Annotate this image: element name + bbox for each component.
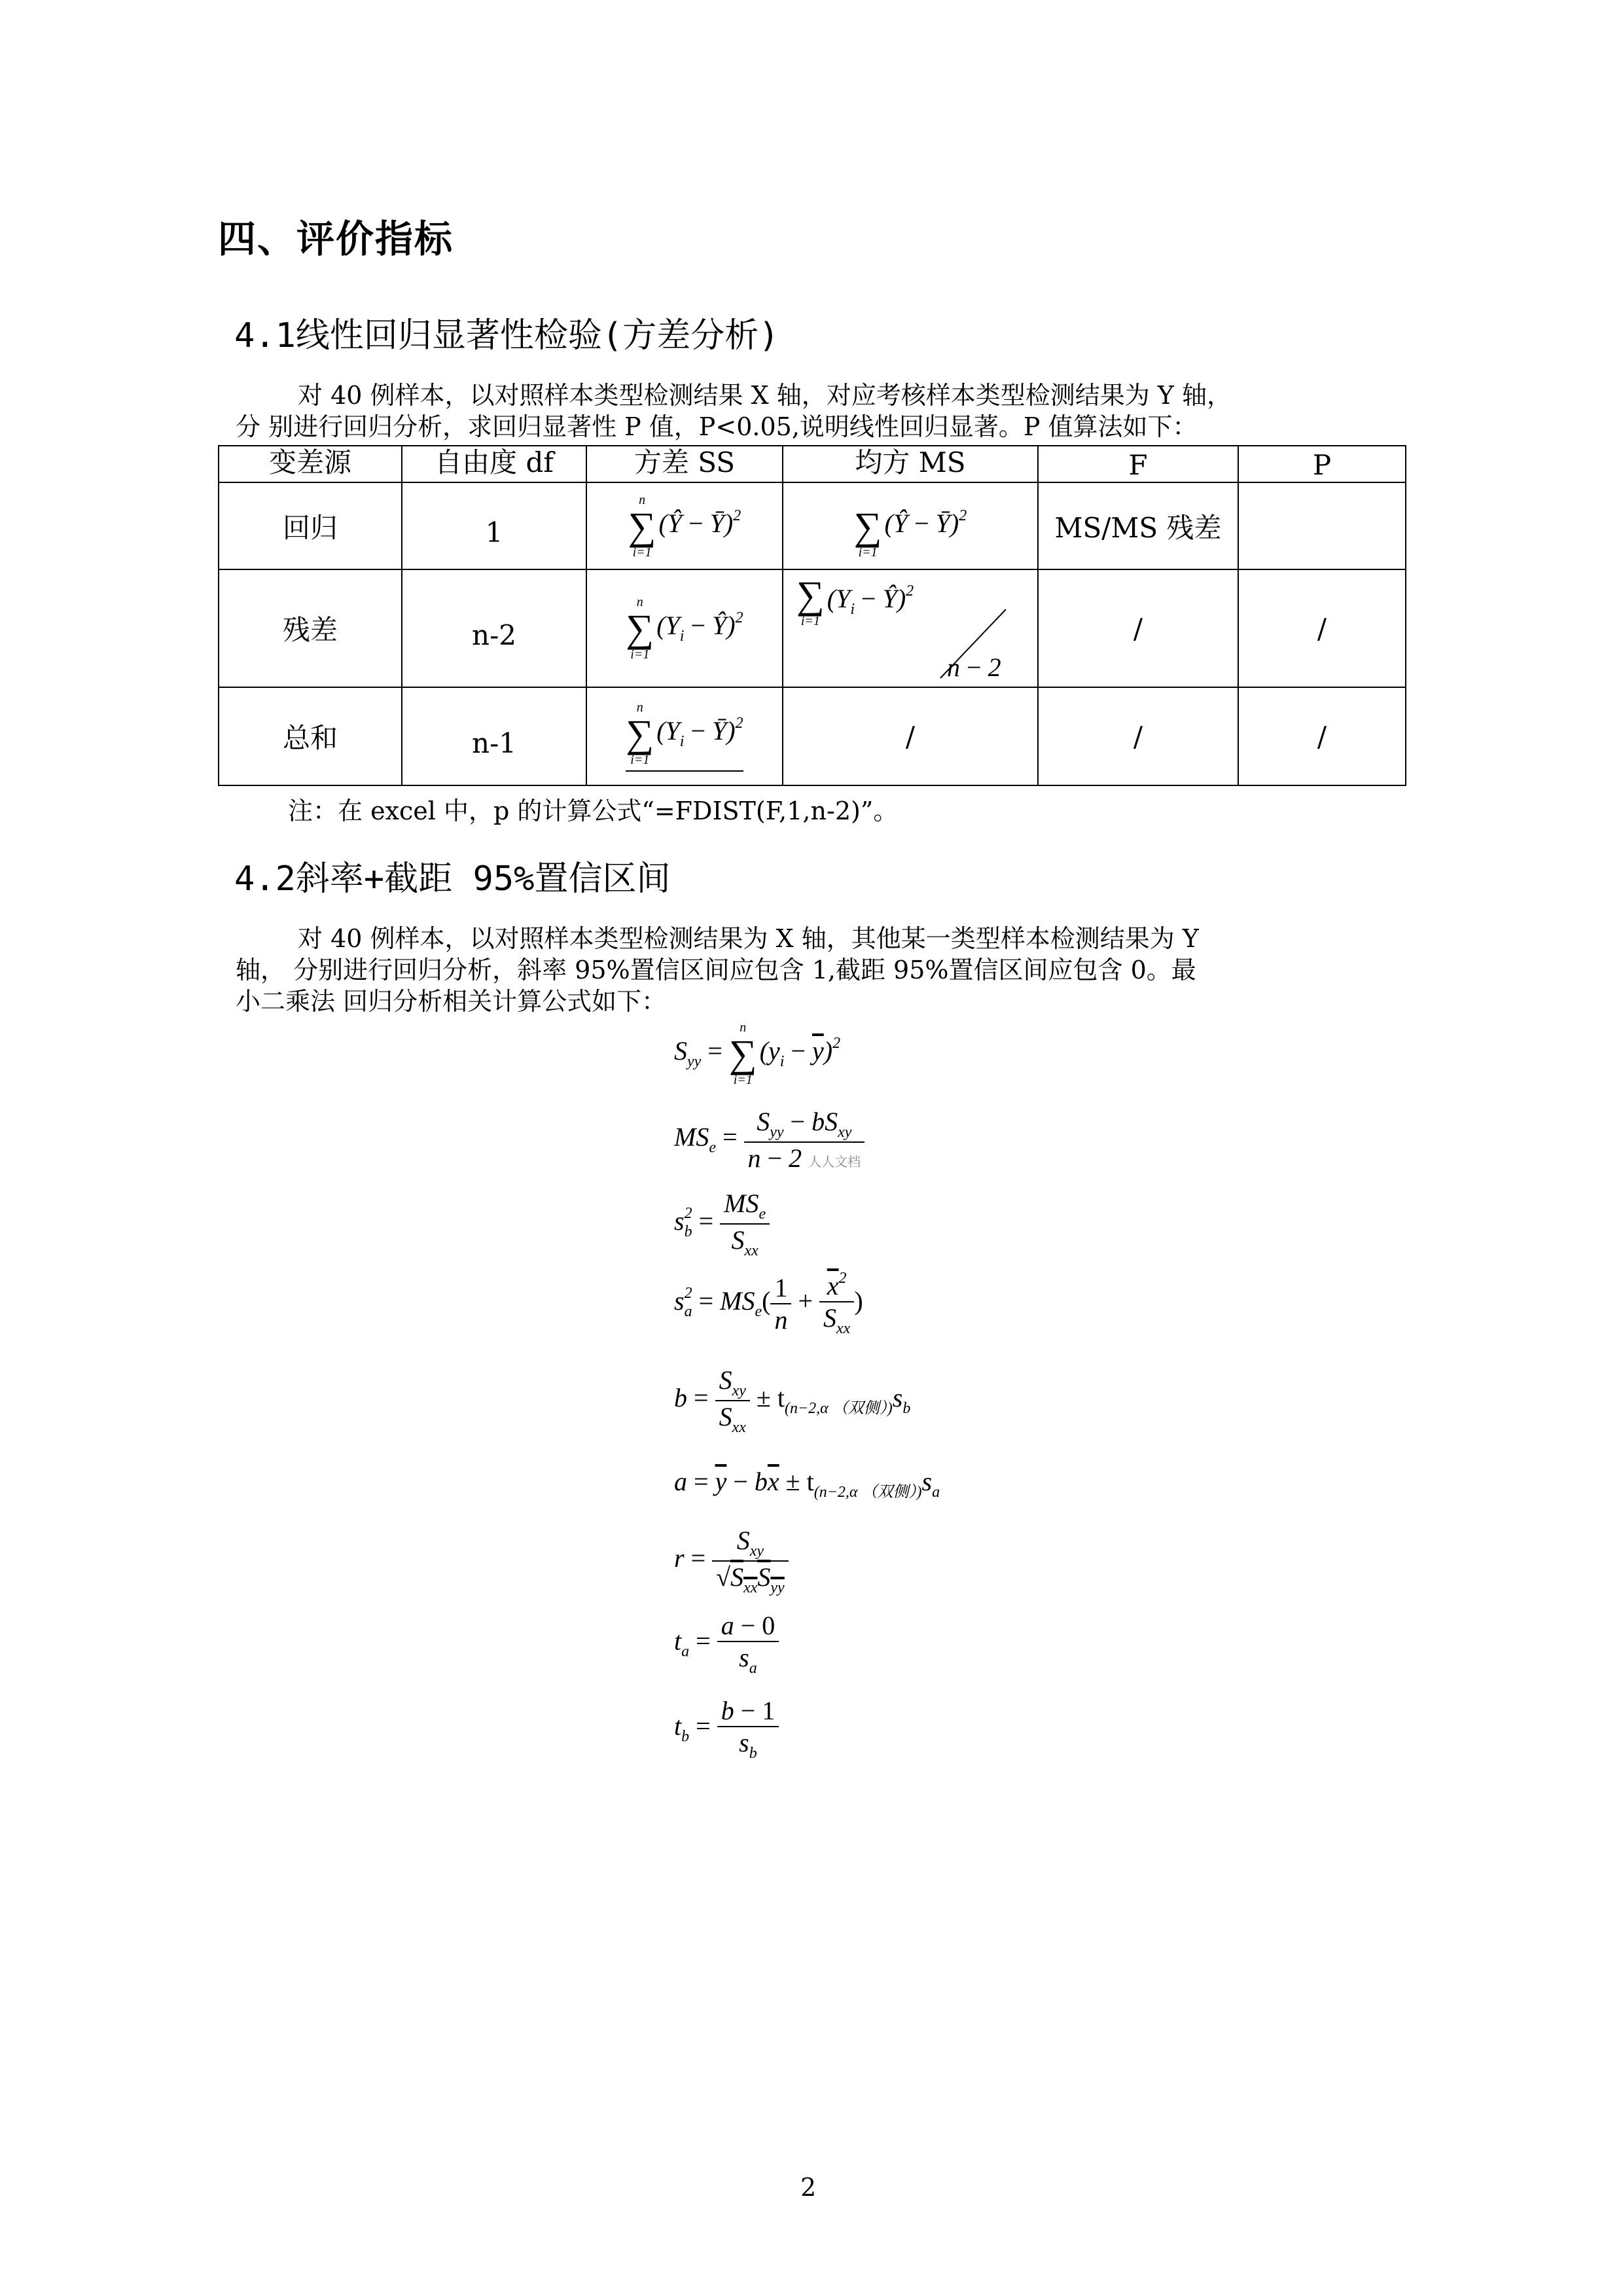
ss-formula-cell (586, 569, 783, 687)
row-df-cell: n-2 (402, 569, 586, 687)
row-source-cell: 总和 (219, 687, 402, 785)
ms-formula-cell (783, 569, 1038, 687)
table-row (219, 687, 1406, 785)
header-cell: 方差 SS (586, 446, 783, 482)
formula-ta: $t_a$ = $\frac{a - 0}{s_a}$ (674, 1610, 779, 1677)
formula-sa2: $s_a^2 = MS_e$( $\frac{1}{n}$ + $\frac{\overline{x}^2}{S_{xx}}$ ) (674, 1270, 863, 1337)
anova-table (218, 445, 1406, 786)
paragraph-line: 轴， 分别进行回归分析，斜率 95%置信区间应包含 1,截距 95%置信区间应包含 0。最 (236, 956, 1196, 984)
watermark-logo: 人人文档 (808, 1154, 861, 1170)
ms-residual-numerator: ∑ i=1 ($Y_i$ − Ŷ)$^2$ (796, 573, 914, 628)
table-header-row (219, 446, 1406, 482)
ms-residual-denominator: n − 2 (947, 653, 1001, 682)
page-number: 2 (800, 2173, 817, 2202)
paragraph-line: 分 别进行回归分析，求回归显著性 P 值，P<0.05,说明线性回归显著。P 值算法如下： (236, 412, 1198, 441)
header-cell: 均方 MS (783, 446, 1038, 482)
ms-formula-cell (783, 482, 1038, 569)
row-df-cell: n-1 (402, 687, 586, 785)
formula-tb: $t_b$ = $\frac{b - 1}{s_b}$ (674, 1695, 779, 1763)
ss-formula-cell (586, 482, 783, 569)
ss-residual-formula: n ∑ i=1 ($Y_i$ − Ŷ)$^2$ (626, 595, 743, 662)
formula-r: r = $\frac{S_{xy}}{√S_{xx}S_{yy}}$ (674, 1525, 789, 1597)
t-subscript-label: （双侧） (861, 1484, 917, 1501)
row-p-cell: / (1238, 687, 1406, 785)
table-row (219, 569, 1406, 687)
row-f-cell: MS/MS 残差 (1038, 482, 1238, 569)
header-cell: P (1238, 446, 1406, 482)
row-source-cell: 残差 (219, 569, 402, 687)
ms-regression-formula: ∑ i=1 (Ŷ − Ȳ)$^2$ (853, 504, 967, 560)
ss-regression-formula: n ∑ i=1 (Ŷ − Ȳ)$^2$ (628, 492, 741, 560)
header-cell: 自由度 df (402, 446, 586, 482)
t-subscript-label: （双侧） (832, 1400, 887, 1418)
table-row (219, 482, 1406, 569)
row-df-cell: 1 (402, 482, 586, 569)
row-p-cell: / (1238, 569, 1406, 687)
formula-b: b = $\frac{S_{xy}}{S_{xx}}$ ± $t_{(n-2,\alpha (双侧))}s_b$ (674, 1365, 911, 1436)
paragraph-line: 对 40 例样本，以对照样本类型检测结果 X 轴，对应考核样本类型检测结果为 Y 轴， (298, 381, 1232, 410)
header-cell: F (1038, 446, 1238, 482)
row-f-cell: / (1038, 687, 1238, 785)
chapter-heading: 四、评价指标 (218, 217, 454, 261)
formula-mse: $MS_e$ = $\frac{S_{yy} - bS_{xy}}{\text{n − 2 人人文档}}$ (674, 1106, 865, 1174)
section-heading-4-1: 4.1线性回归显著性检验(方差分析) (234, 316, 779, 355)
formula-a: $a = \overline{y} - b\overline{x} \pm t_{(n-2,\alpha (双侧))}s_a$ (674, 1467, 940, 1501)
section-heading-4-2: 4.2斜率+截距 95%置信区间 (234, 859, 671, 899)
excel-note: 注：在 excel 中，p 的计算公式“=FDIST(F,1,n-2)”。 (288, 797, 899, 825)
paragraph-line: 小二乘法 回归分析相关计算公式如下： (236, 987, 667, 1016)
row-source-cell: 回归 (219, 482, 402, 569)
ss-formula-cell (586, 687, 783, 785)
formula-syy: $S_{yy}$ = n ∑ i=1 $(y_i - \overline{y})^2$ (674, 1020, 841, 1087)
row-ms-cell: / (783, 687, 1038, 785)
paragraph-line: 对 40 例样本，以对照样本类型检测结果为 X 轴，其他某一类型样本检测结果为 Y (298, 924, 1199, 953)
ss-total-formula: n ∑ i=1 ($Y_i$ − Ȳ)$^2$ (626, 701, 743, 772)
section-4-2-paragraph (236, 923, 1387, 1017)
row-p-cell (1238, 482, 1406, 569)
row-f-cell: / (1038, 569, 1238, 687)
header-cell: 变差源 (219, 446, 402, 482)
formula-sb2: $s_b^2$ = $\frac{MS_e}{S_{xx}}$ (674, 1188, 770, 1260)
section-4-1-paragraph (236, 380, 1387, 442)
